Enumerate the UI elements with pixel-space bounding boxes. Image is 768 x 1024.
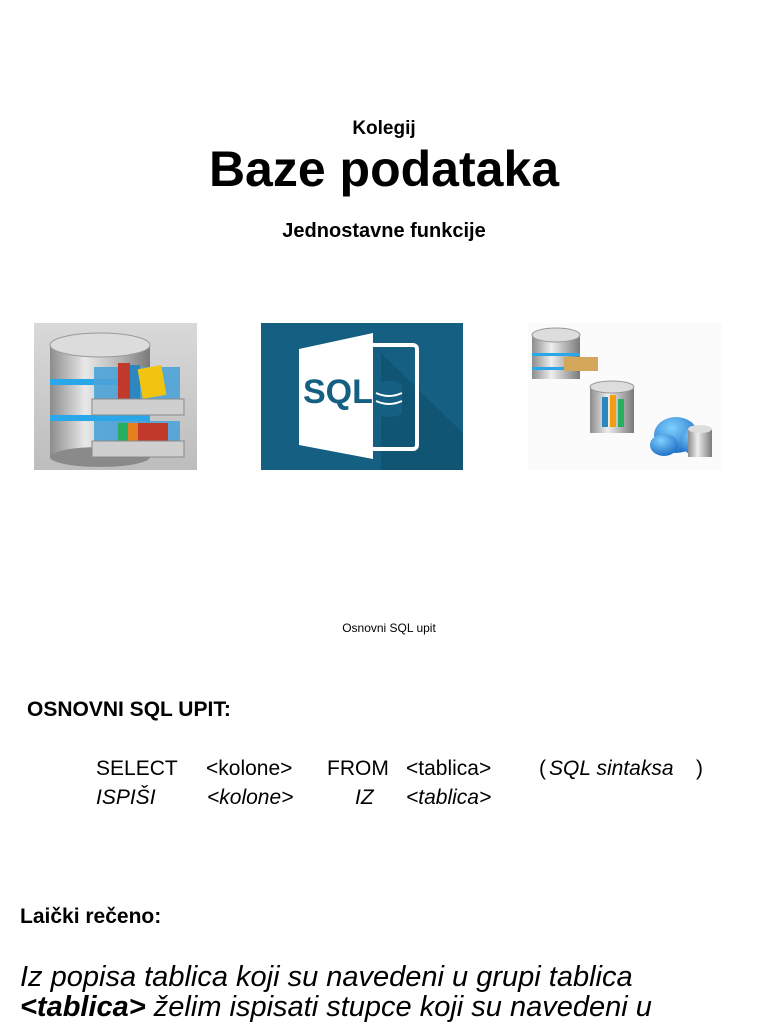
lay-text-line-2-rest: želim ispisati stupce koji su navedeni u [145, 991, 652, 1023]
course-title: Baze podataka [208, 141, 560, 197]
sql-select-keyword: SELECT [96, 757, 178, 780]
database-cabinet-icon [34, 323, 197, 470]
lay-syntax-line [96, 786, 768, 812]
lay-explanation [20, 962, 768, 1022]
lay-text-line-1: Iz popisa tablica koji su navedeni u grupi tablica [20, 961, 633, 993]
sql-note-text: SQL sintaksa [549, 757, 674, 780]
sql-syntax-line [96, 757, 768, 783]
sql-columns-placeholder: <kolone> [206, 757, 293, 780]
sql-logo-text: SQL [303, 373, 373, 411]
lay-text-line-2 [20, 992, 768, 1022]
lay-columns-placeholder: <kolone> [207, 786, 294, 809]
slide-caption: Osnovni SQL upit [342, 621, 436, 635]
sql-table-placeholder: <tablica> [406, 757, 492, 780]
lay-table-placeholder: <tablica> [406, 786, 492, 809]
section-heading: OSNOVNI SQL UPIT: [27, 698, 231, 721]
database-cloud-image [528, 323, 722, 470]
sql-from-keyword: FROM [327, 757, 389, 780]
course-subtitle: Jednostavne funkcije [282, 220, 486, 242]
lay-heading: Laički rečeno: [20, 905, 162, 928]
sql-note-close: ) [696, 757, 703, 780]
lay-from-keyword: IZ [355, 786, 374, 809]
course-label: Kolegij [352, 118, 416, 139]
database-cloud-icon [528, 323, 722, 470]
database-cabinet-image [34, 323, 197, 470]
lay-table-term: <tablica> [20, 991, 146, 1023]
sql-note-open: ( [539, 757, 546, 780]
lay-select-keyword: ISPIŠI [96, 786, 156, 809]
sql-logo-image [261, 323, 463, 470]
